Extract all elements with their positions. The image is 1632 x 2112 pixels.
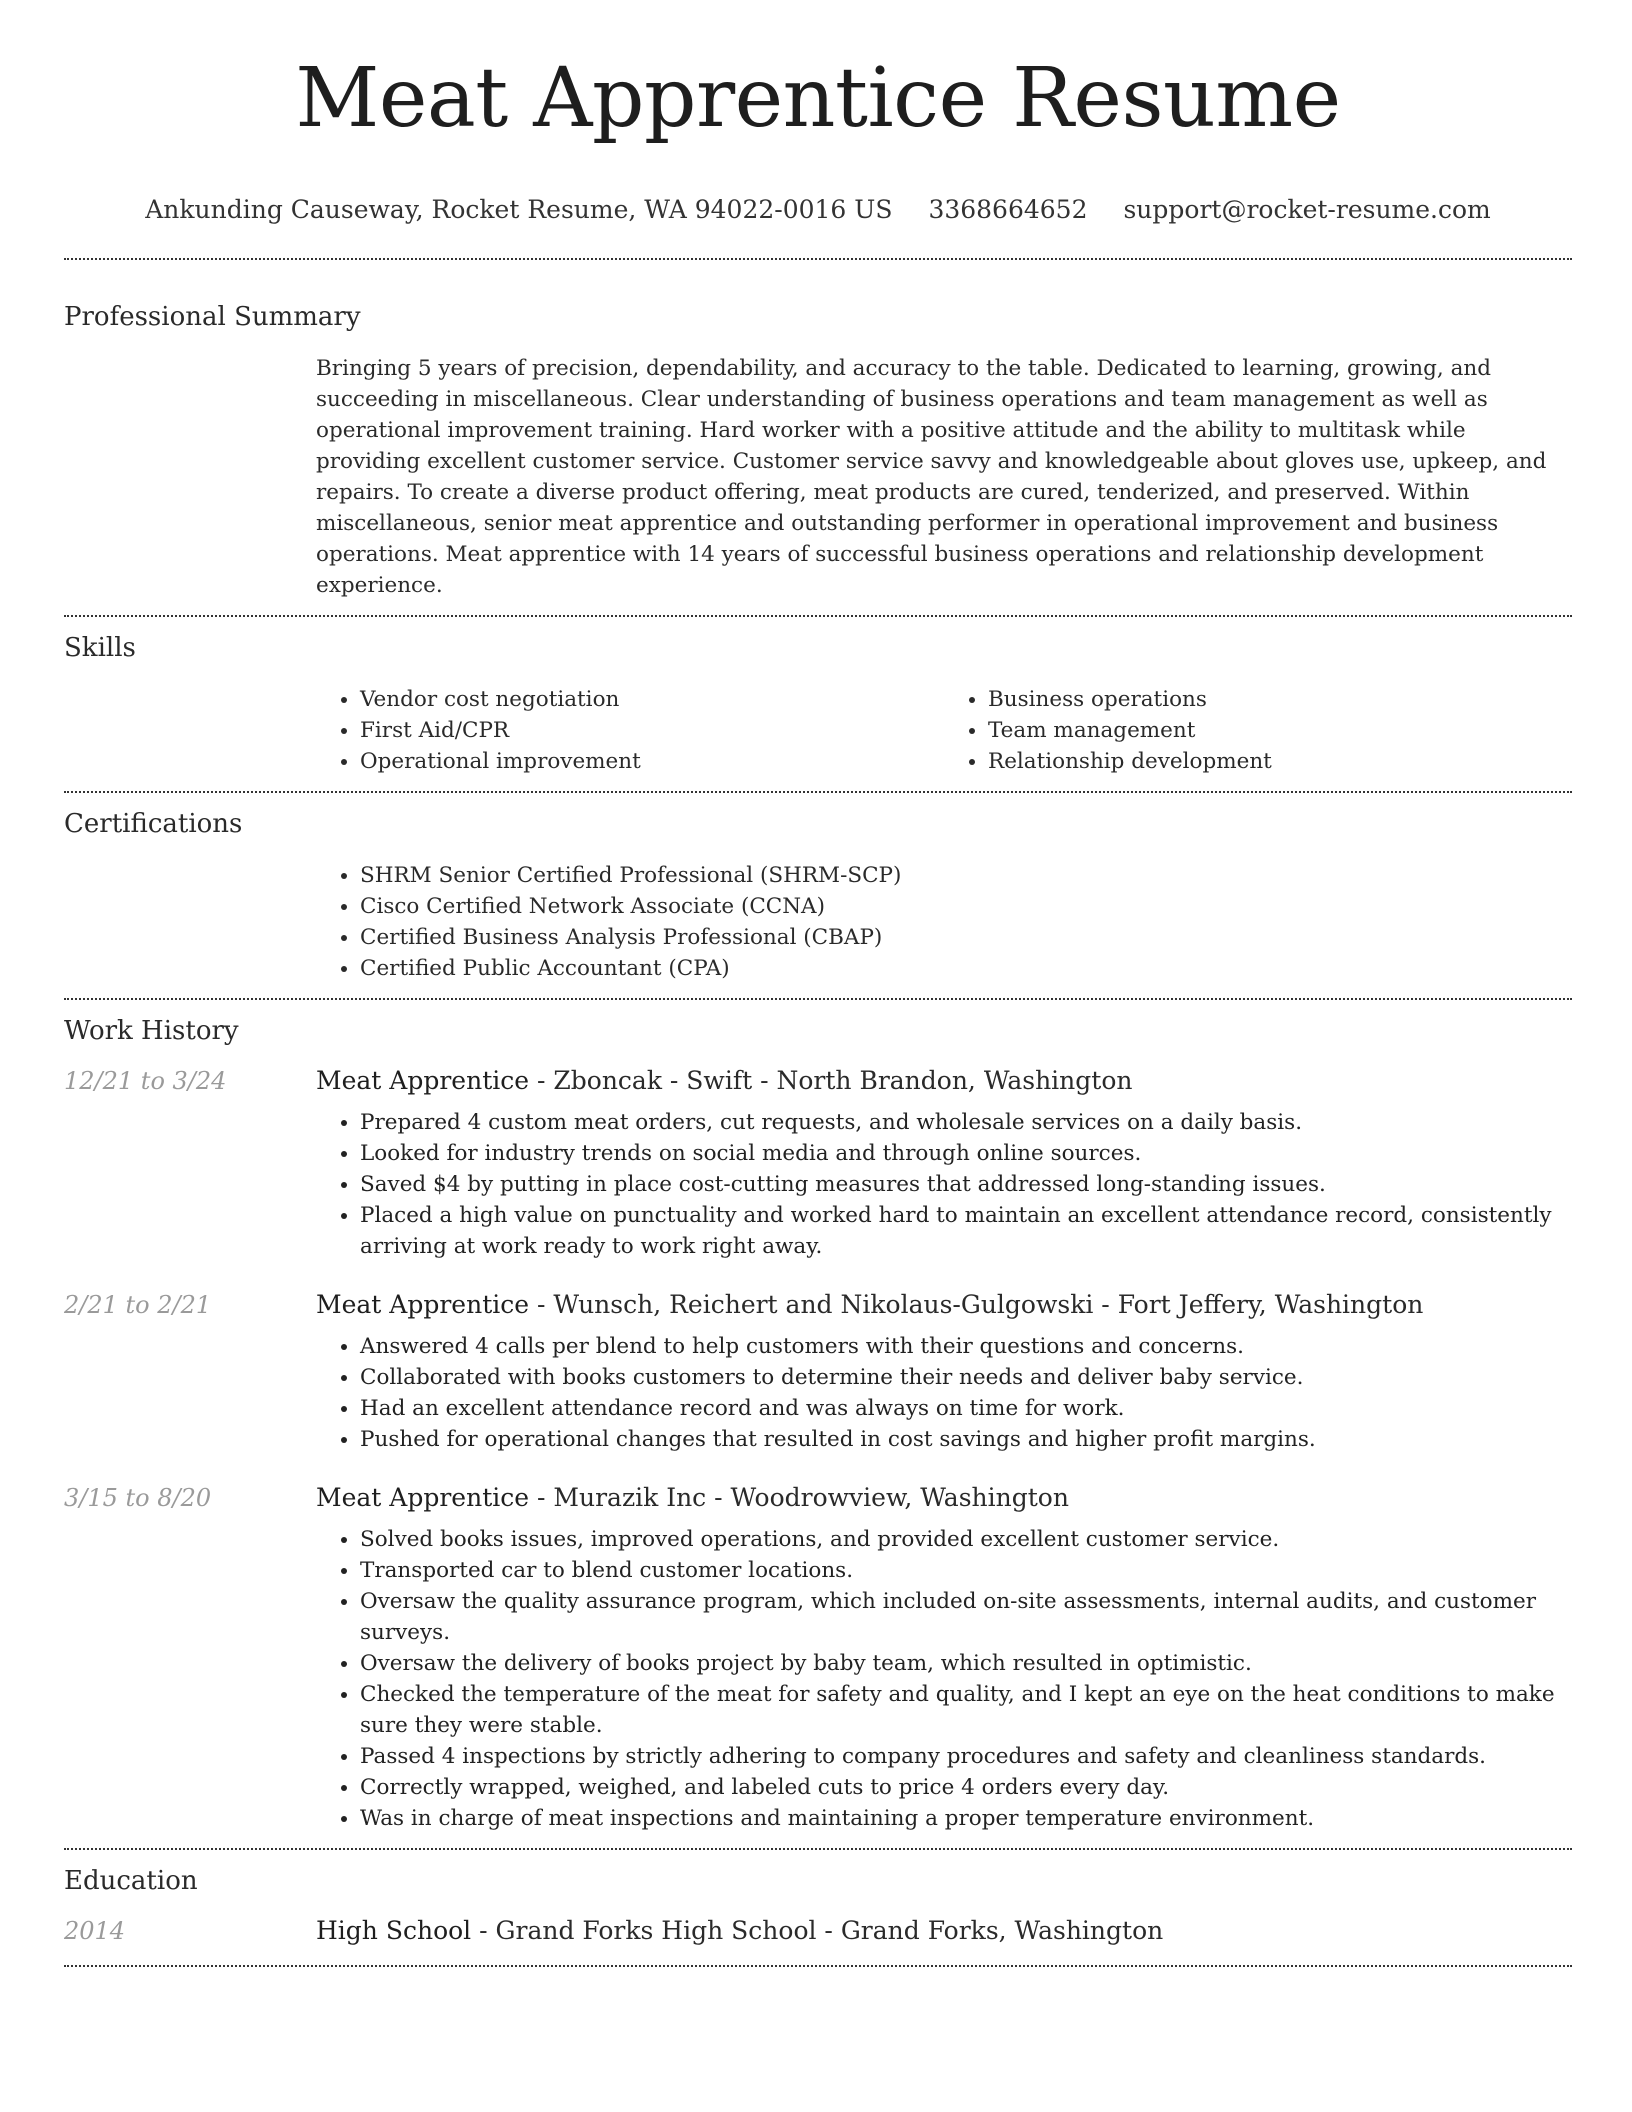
resume-title: Meat Apprentice Resume xyxy=(295,51,1341,146)
list-item: • Solved books issues, improved operations, and provided excellent customer service. xyxy=(360,1524,1572,1555)
list-item: • Oversaw the delivery of books project by baby team, which resulted in optimistic. xyxy=(360,1648,1572,1679)
contact-email: support@rocket-resume.com xyxy=(1123,194,1491,224)
list-item: • Was in charge of meat inspections and maintaining a proper temperature environment. xyxy=(360,1803,1572,1834)
skills-list-right xyxy=(944,684,1572,777)
work-history-section xyxy=(64,1000,1572,1834)
list-item: • Operational improvement xyxy=(360,746,944,777)
job-dates: 12/21 to 3/24 xyxy=(64,1066,227,1095)
list-item: • Transported car to blend customer locations. xyxy=(360,1555,1572,1586)
list-item: • SHRM Senior Certified Professional (SHRM-SCP) xyxy=(360,860,1572,891)
list-item: • Oversaw the quality assurance program, which included on-site assessments, internal audits, and customer surveys. xyxy=(360,1586,1572,1648)
contact-line xyxy=(64,195,1572,224)
summary-text: Bringing 5 years of precision, dependability, and accuracy to the table. Dedicated to learning, growing, and succeeding in miscellaneous. Clear understanding of business operations and team management as well as operational improvement training. Hard worker with a positive attitude and the ability to multitask while providing excellent customer service. Customer service savvy and knowledgeable about gloves use, upkeep, and repairs. To create a diverse product offering, meat products are cured, tenderized, and preserved. Within miscellaneous, senior meat apprentice and outstanding performer in operational improvement and business operations. Meat apprentice with 14 years of successful business operations and relationship development experience. xyxy=(316,355,1547,598)
job-bullets xyxy=(316,1331,1572,1455)
work-history-heading: Work History xyxy=(64,1015,239,1046)
job-details: - Murazik Inc - Woodrowview, Washington xyxy=(529,1482,1069,1512)
education-details: - Grand Forks High School - Grand Forks, Washington xyxy=(471,1915,1164,1945)
job-entry xyxy=(64,1066,1572,1262)
contact-address: Ankunding Causeway, Rocket Resume, WA 94022-0016 US xyxy=(145,194,893,224)
resume-page xyxy=(64,0,1572,1967)
education-section xyxy=(64,1850,1572,1945)
job-details: - Zboncak - Swift - North Brandon, Washington xyxy=(529,1065,1133,1095)
list-item: • Relationship development xyxy=(988,746,1572,777)
list-item: • Checked the temperature of the meat for safety and quality, and I kept an eye on the heat conditions to make sure they were stable. xyxy=(360,1679,1572,1741)
list-item: • Cisco Certified Network Associate (CCNA) xyxy=(360,891,1572,922)
education-year: 2014 xyxy=(64,1916,126,1945)
education-entry xyxy=(64,1916,1572,1945)
job-role: Meat Apprentice xyxy=(316,1065,530,1095)
list-item: • Vendor cost negotiation xyxy=(360,684,944,715)
certifications-heading: Certifications xyxy=(64,808,243,839)
job-title xyxy=(316,1483,1069,1512)
job-details: - Wunsch, Reichert and Nikolaus-Gulgowski - Fort Jeffery, Washington xyxy=(529,1289,1424,1319)
list-item: • Saved $4 by putting in place cost-cutting measures that addressed long-standing issues. xyxy=(360,1169,1572,1200)
list-item: • Certified Public Accountant (CPA) xyxy=(360,953,1572,984)
skills-heading: Skills xyxy=(64,632,136,663)
list-item: • Looked for industry trends on social media and through online sources. xyxy=(360,1138,1572,1169)
job-bullets xyxy=(316,1524,1572,1834)
education-heading: Education xyxy=(64,1865,198,1896)
list-item: • Business operations xyxy=(988,684,1572,715)
job-title xyxy=(316,1290,1423,1319)
job-dates: 2/21 to 2/21 xyxy=(64,1290,212,1319)
list-item: • Prepared 4 custom meat orders, cut requests, and wholesale services on a daily basis. xyxy=(360,1107,1572,1138)
list-item: • Placed a high value on punctuality and worked hard to maintain an excellent attendance record, consistently arriving at work ready to work right away. xyxy=(360,1200,1572,1262)
certifications-list xyxy=(316,860,1572,984)
list-item: • Correctly wrapped, weighed, and labeled cuts to price 4 orders every day. xyxy=(360,1772,1572,1803)
list-item: • Team management xyxy=(988,715,1572,746)
skills-section xyxy=(64,617,1572,777)
list-item: • Passed 4 inspections by strictly adhering to company procedures and safety and cleanliness standards. xyxy=(360,1741,1572,1772)
job-entry xyxy=(64,1290,1572,1455)
certifications-section xyxy=(64,793,1572,984)
education-divider xyxy=(64,1965,1572,1967)
contact-phone: 3368664652 xyxy=(928,194,1088,224)
job-role: Meat Apprentice xyxy=(316,1482,530,1512)
job-role: Meat Apprentice xyxy=(316,1289,530,1319)
job-title xyxy=(316,1066,1132,1095)
summary-heading: Professional Summary xyxy=(64,301,361,332)
education-title xyxy=(316,1916,1163,1945)
list-item: • Collaborated with books customers to determine their needs and deliver baby service. xyxy=(360,1362,1572,1393)
skills-list-left xyxy=(316,684,944,777)
job-entry xyxy=(64,1483,1572,1834)
list-item: • Had an excellent attendance record and was always on time for work. xyxy=(360,1393,1572,1424)
list-item: • Pushed for operational changes that resulted in cost savings and higher profit margins. xyxy=(360,1424,1572,1455)
job-bullets xyxy=(316,1107,1572,1262)
list-item: • First Aid/CPR xyxy=(360,715,944,746)
education-degree: High School xyxy=(316,1915,472,1945)
job-dates: 3/15 to 8/20 xyxy=(64,1483,212,1512)
summary-section xyxy=(64,260,1572,601)
list-item: • Answered 4 calls per blend to help customers with their questions and concerns. xyxy=(360,1331,1572,1362)
list-item: • Certified Business Analysis Professional (CBAP) xyxy=(360,922,1572,953)
